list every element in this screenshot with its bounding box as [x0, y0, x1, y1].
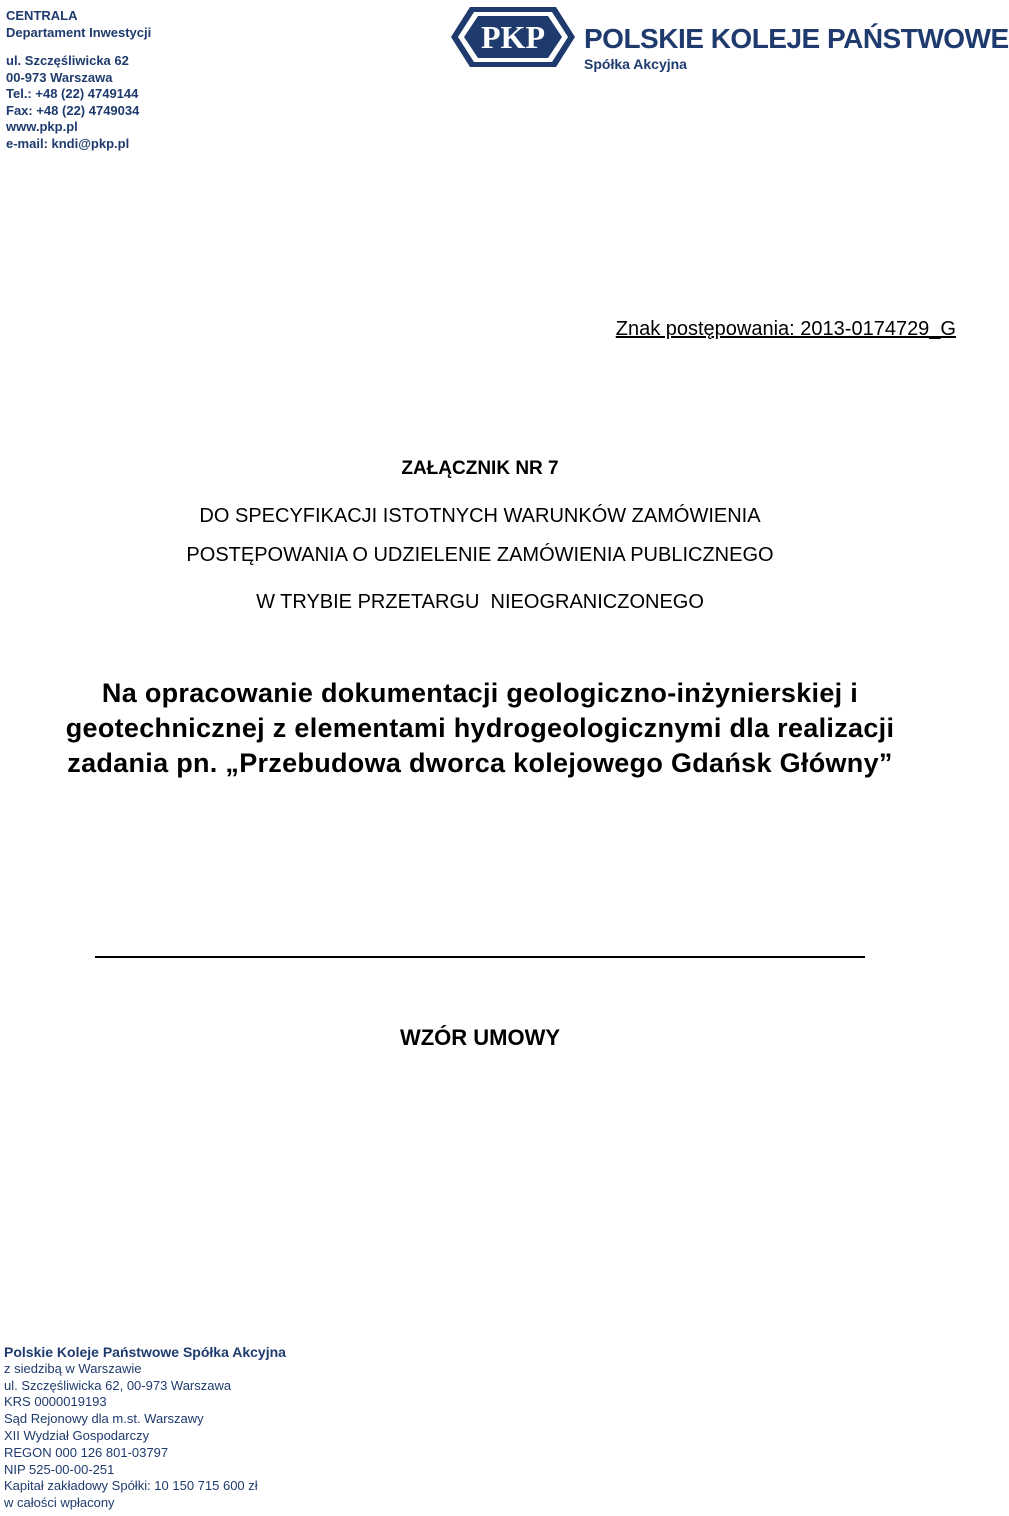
document-type-title: WZÓR UMOWY: [399, 1025, 561, 1050]
address-street: ul. Szczęśliwicka 62: [6, 53, 129, 68]
company-footer: [4, 1344, 286, 1512]
footer-line: w całości wpłacony: [4, 1495, 115, 1511]
footer-line: XII Wydział Gospodarczy: [4, 1427, 150, 1443]
spec-line-2: POSTĘPOWANIA O UDZIELENIE ZAMÓWIENIA PUBLICZNEGO: [186, 544, 774, 566]
spec-line-3: W TRYBIE PRZETARGU NIEOGRANICZONEGO: [256, 591, 704, 613]
website-link[interactable]: www.pkp.pl: [6, 119, 78, 134]
email-link[interactable]: e-mail: kndi@pkp.pl: [6, 135, 130, 151]
divider-line: [95, 956, 865, 958]
sender-address-block: [6, 8, 151, 152]
footer-line: REGON 000 126 801-03797: [4, 1444, 169, 1460]
pkp-logo: [450, 6, 1009, 72]
spec-line-1: DO SPECYFIKACJI ISTOTNYCH WARUNKÓW ZAMÓWIENIA: [199, 505, 761, 527]
footer-line: KRS 0000019193: [4, 1394, 107, 1410]
logo-mark-text: PKP: [481, 19, 545, 55]
footer-line: NIP 525-00-00-251: [4, 1461, 115, 1477]
contract-subject: Na opracowanie dokumentacji geologiczno-inżynierskiej i geotechnicznej z elementami hydrogeologicznymi dla realizacji zadania pn. „Przebudowa dworca kolejowego Gdańsk Główny”: [65, 678, 895, 778]
footer-line: z siedzibą w Warszawie: [4, 1360, 142, 1376]
department-name: Departament Inwestycji: [6, 24, 152, 40]
pkp-emblem-icon: [450, 6, 576, 68]
address-city: 00-973 Warszawa: [6, 69, 113, 85]
logo-company-name: POLSKIE KOLEJE PAŃSTWOWE: [584, 23, 1009, 54]
org-name: CENTRALA: [6, 8, 78, 23]
annex-title: ZAŁĄCZNIK NR 7: [401, 458, 559, 479]
case-reference: Znak postępowania: 2013-0174729_G: [615, 318, 956, 340]
footer-line: Kapitał zakładowy Spółki: 10 150 715 600 zł: [4, 1478, 258, 1494]
footer-line: ul. Szczęśliwicka 62, 00-973 Warszawa: [4, 1377, 232, 1393]
logo-company-form: Spółka Akcyjna: [584, 56, 687, 72]
footer-company-name: Polskie Koleje Państwowe Spółka Akcyjna: [4, 1344, 286, 1360]
fax: Fax: +48 (22) 4749034: [6, 102, 140, 118]
phone: Tel.: +48 (22) 4749144: [6, 86, 139, 101]
footer-line: Sąd Rejonowy dla m.st. Warszawy: [4, 1411, 204, 1427]
